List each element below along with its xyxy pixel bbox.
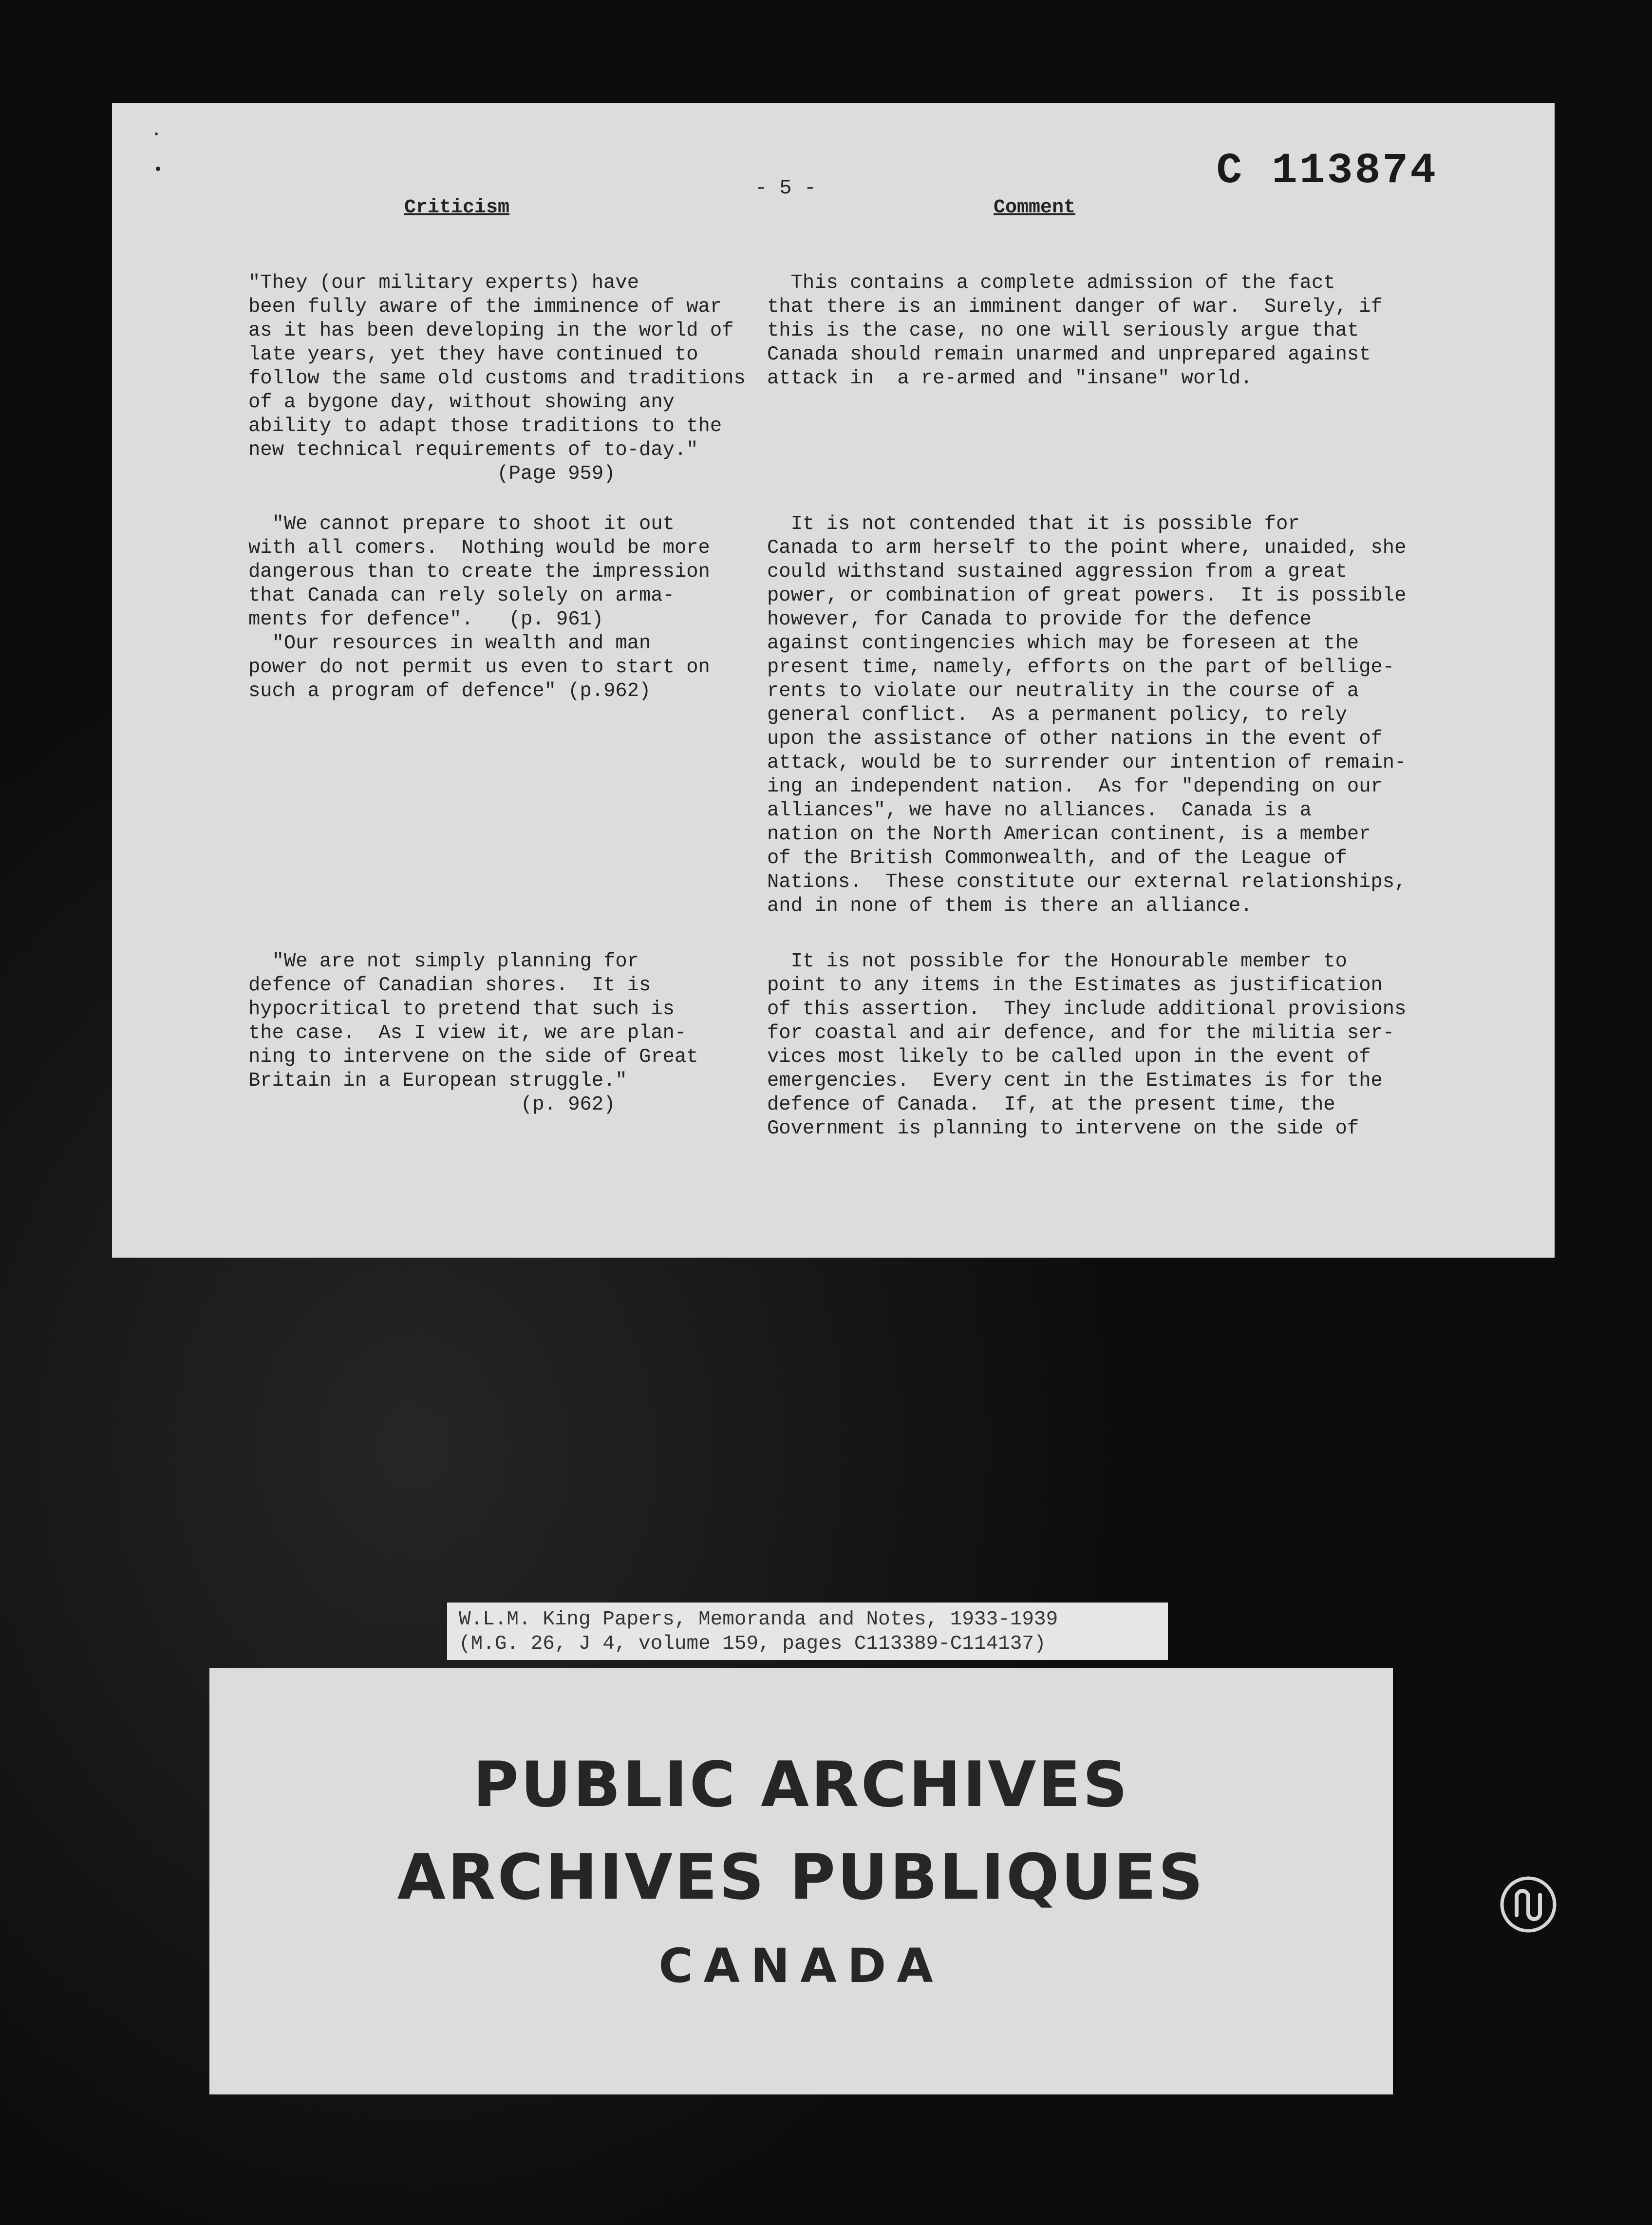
comment-paragraph: This contains a complete admission of the fact that there is an imminent danger of war. Surely, if this is the case, no one will seriously argue that Canada should remain unarmed and unprepared against attack in a re-armed and "insane" world.: [767, 272, 1383, 390]
citation-label: [447, 1603, 1168, 1660]
microfilm-logo-icon: [1499, 1875, 1558, 1934]
criticism-paragraph: "They (our military experts) have been fully aware of the imminence of war as it has been developing in the world of late years, yet they have continued to follow the same old customs and traditions of a bygone day, without showing any ability to adapt those traditions to the new technical requirements of to-day." (Page 959): [248, 272, 746, 485]
comment-paragraph: It is not contended that it is possible for Canada to arm herself to the point where, unaided, she could withstand sustained aggression from a great power, or combination of great powers. It is possible however, for Canada to provide for the defence against contingencies which may be foreseen at the present time, namely, efforts on the part of bellige- rents to violate our neutrality in the course of a general conflict. As a permanent policy, to rely upon the assistance of other nations in the event of attack, would be to surrender our intention of remain- ing an independent nation. As for "depending on our alliances", we have no alliances. Canada is a nation on the North American continent, is a member of the British Commonwealth, and of the League of Nations. These constitute our external relationships, and in none of them is there an alliance.: [767, 513, 1407, 917]
citation-line-2: (M.G. 26, J 4, volume 159, pages C113389-C114137): [459, 1633, 1046, 1655]
criticism-paragraph: "We cannot prepare to shoot it out with all comers. Nothing would be more dangerous than to create the impression that Canada can rely solely on arma- ments for defence". (p. 961) "Our resources in wealth and man power do not permit us even to start on such a program of defence" (p.962): [248, 513, 710, 702]
archives-title-french: ARCHIVES PUBLIQUES: [397, 1841, 1205, 1914]
page-number: - 5 -: [755, 176, 817, 200]
archives-country: CANADA: [658, 1939, 944, 1993]
reference-number: C 113874: [1216, 147, 1438, 195]
criticism-heading: Criticism: [404, 197, 510, 219]
criticism-paragraph: "We are not simply planning for defence of Canadian shores. It is hypocritical to pretend that such is the case. As I view it, we are plan- ning to intervene on the side of Great Britain in a European struggle." (p. 962): [248, 950, 698, 1116]
comment-paragraph: It is not possible for the Honourable member to point to any items in the Estimates as justification of this assertion. They include additional provisions for coastal and air defence, and for the militia ser- vices most likely to be called upon in the event of emergencies. Every cent in the Estimates is for the defence of Canada. If, at the present time, the Government is planning to intervene on the side of: [767, 950, 1407, 1140]
comment-heading: Comment: [994, 197, 1076, 219]
dust-speck: [156, 167, 160, 171]
memorandum-page: [112, 103, 1555, 1258]
archives-title-english: PUBLIC ARCHIVES: [473, 1749, 1129, 1821]
archives-card: [209, 1668, 1393, 2094]
dust-speck: [155, 132, 158, 135]
citation-line-1: W.L.M. King Papers, Memoranda and Notes, 1933-1939: [459, 1608, 1058, 1631]
